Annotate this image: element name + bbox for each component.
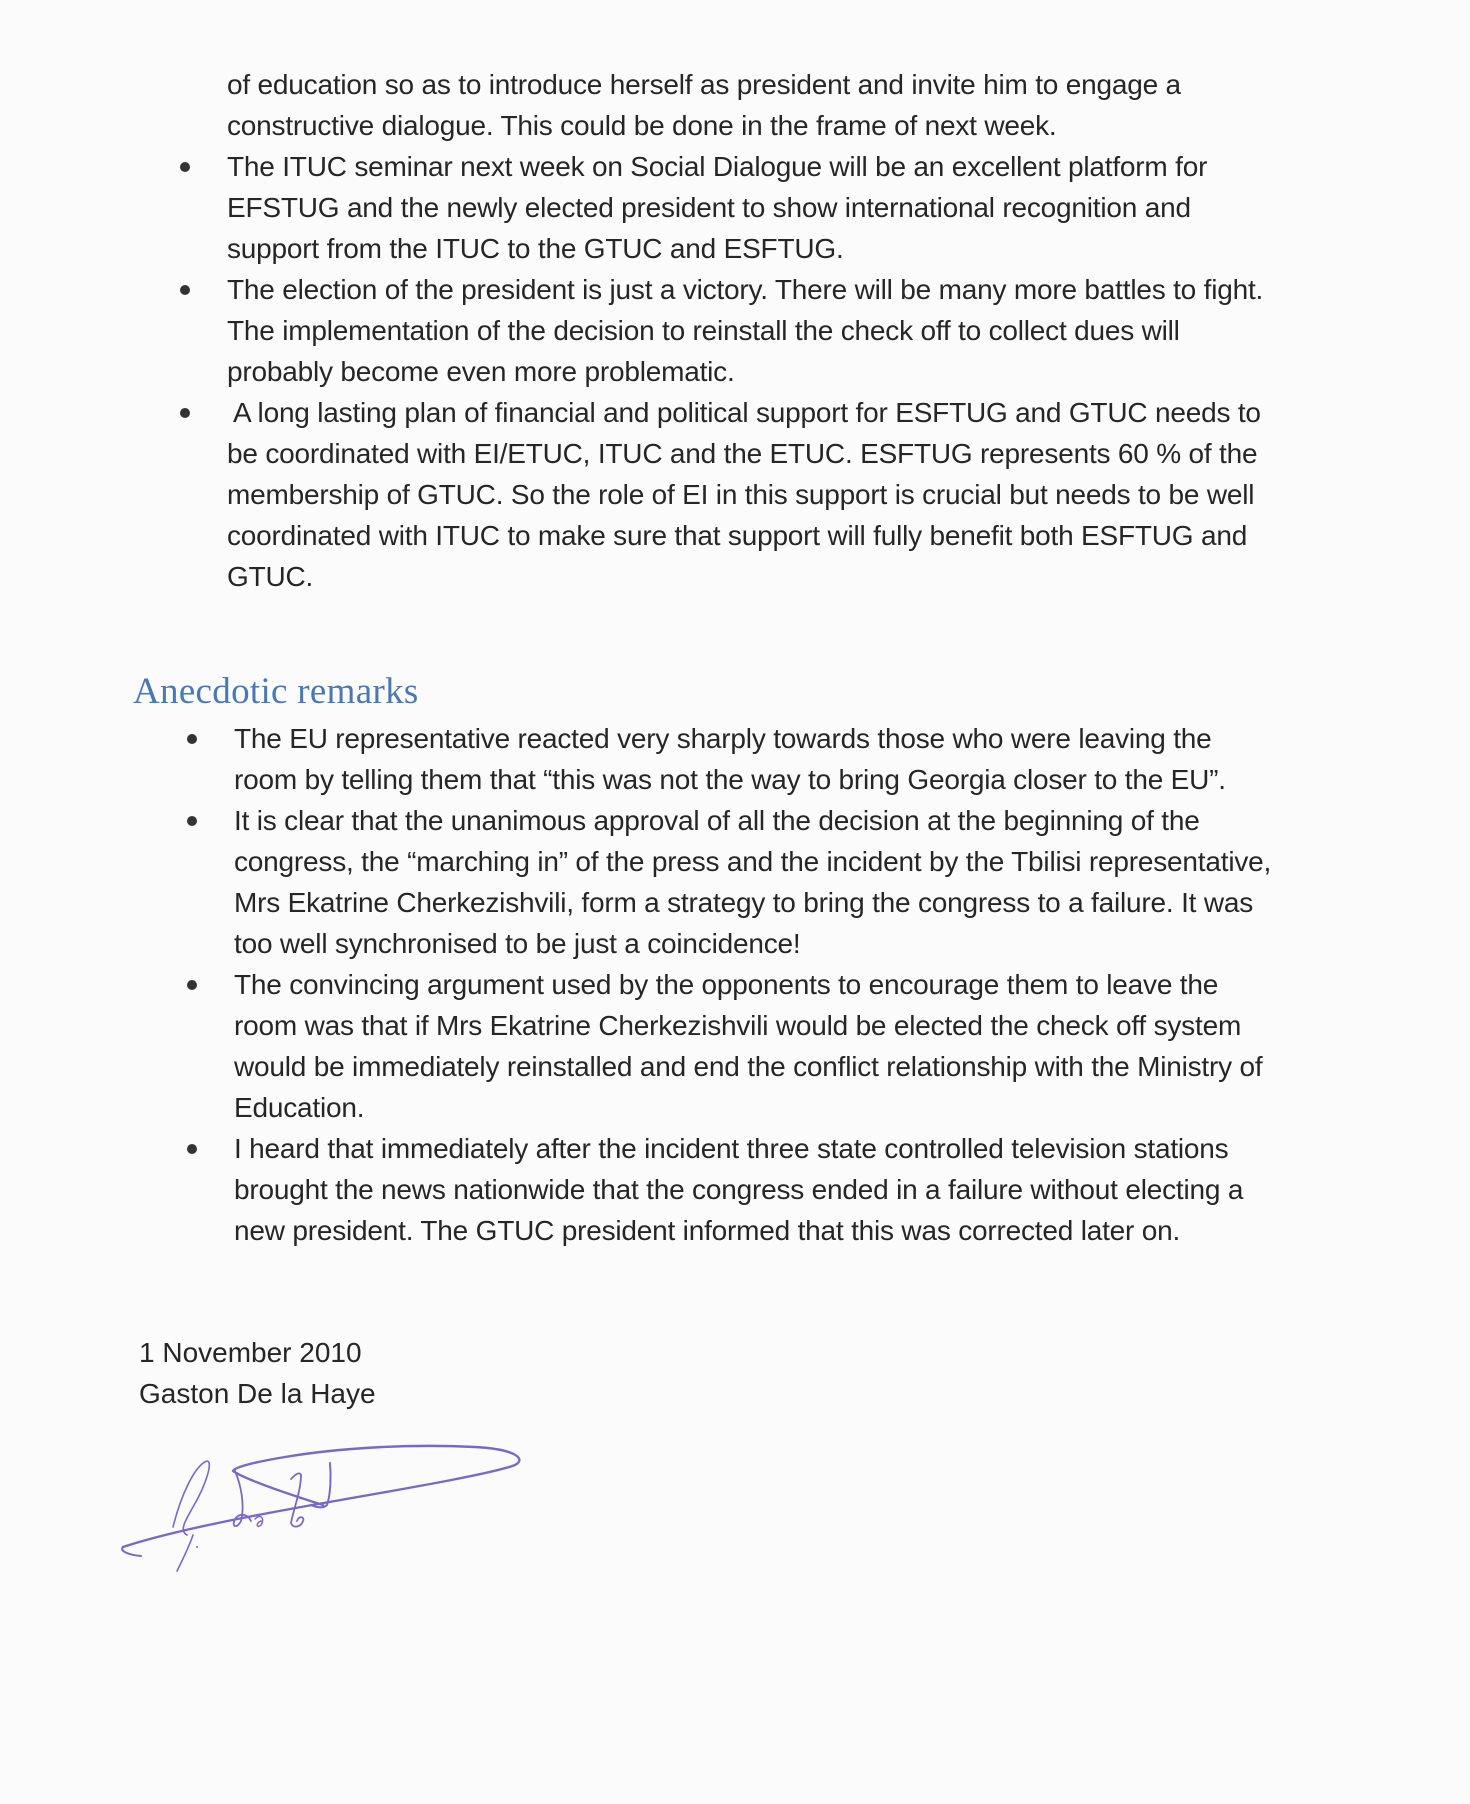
list-item xyxy=(234,800,1409,964)
text-line: coordinated with ITUC to make sure that support will fully benefit both ESFTUG and xyxy=(227,520,1248,551)
bullet-icon xyxy=(187,816,197,826)
bullet-icon xyxy=(187,734,197,744)
text-line: A long lasting plan of financial and political support for ESFTUG and GTUC needs to xyxy=(227,397,1261,428)
text-line: constructive dialogue. This could be done in the frame of next week. xyxy=(227,110,1057,141)
text-line: be coordinated with EI/ETUC, ITUC and the ETUC. ESFTUG represents 60 % of the xyxy=(227,438,1258,469)
list-item xyxy=(227,269,1402,392)
bullet-icon xyxy=(187,980,197,990)
section-heading: Anecdotic remarks xyxy=(133,671,419,712)
text-line: Education. xyxy=(234,1092,365,1123)
text-line: would be immediately reinstalled and end the conflict relationship with the Ministry of xyxy=(234,1051,1263,1082)
closing-block xyxy=(139,1332,376,1414)
list-item xyxy=(227,392,1402,597)
text-line: The ITUC seminar next week on Social Dialogue will be an excellent platform for xyxy=(227,151,1208,182)
bullet-icon xyxy=(180,162,190,172)
list-item xyxy=(234,718,1409,800)
text-line: It is clear that the unanimous approval of all the decision at the beginning of the xyxy=(234,805,1200,836)
continued-paragraph xyxy=(227,64,1402,597)
text-line: The EU representative reacted very sharply towards those who were leaving the xyxy=(234,723,1212,754)
text-line: membership of GTUC. So the role of EI in this support is crucial but needs to be well xyxy=(227,479,1255,510)
text-line: of education so as to introduce herself as president and invite him to engage a xyxy=(227,69,1181,100)
date: 1 November 2010 xyxy=(139,1337,362,1368)
text-line: I heard that immediately after the incident three state controlled television stations xyxy=(234,1133,1229,1164)
list-item xyxy=(234,1128,1409,1251)
anecdotic-remarks-list xyxy=(234,718,1409,1251)
signature-icon xyxy=(115,1435,535,1585)
text-line: Mrs Ekatrine Cherkezishvili, form a strategy to bring the congress to a failure. It was xyxy=(234,887,1254,918)
text-line: congress, the “marching in” of the press and the incident by the Tbilisi representative, xyxy=(234,846,1272,877)
text-line: The election of the president is just a victory. There will be many more battles to fight. xyxy=(227,274,1264,305)
text-line: new president. The GTUC president informed that this was corrected later on. xyxy=(234,1215,1181,1246)
list-item xyxy=(227,146,1402,269)
text-line: brought the news nationwide that the congress ended in a failure without electing a xyxy=(234,1174,1244,1205)
author-name: Gaston De la Haye xyxy=(139,1378,376,1409)
text-line: room by telling them that “this was not the way to bring Georgia closer to the EU”. xyxy=(234,764,1226,795)
bullet-icon xyxy=(187,1144,197,1154)
text-line: support from the ITUC to the GTUC and ESFTUG. xyxy=(227,233,844,264)
text-line: The implementation of the decision to reinstall the check off to collect dues will xyxy=(227,315,1180,346)
text-line: EFSTUG and the newly elected president to show international recognition and xyxy=(227,192,1191,223)
text-line: room was that if Mrs Ekatrine Cherkezishvili would be elected the check off system xyxy=(234,1010,1242,1041)
text-line: GTUC. xyxy=(227,561,314,592)
bullet-icon xyxy=(180,285,190,295)
text-line: The convincing argument used by the opponents to encourage them to leave the xyxy=(234,969,1219,1000)
text-line: too well synchronised to be just a coincidence! xyxy=(234,928,801,959)
bullet-icon xyxy=(180,408,190,418)
list-item xyxy=(234,964,1409,1128)
text-line: probably become even more problematic. xyxy=(227,356,735,387)
